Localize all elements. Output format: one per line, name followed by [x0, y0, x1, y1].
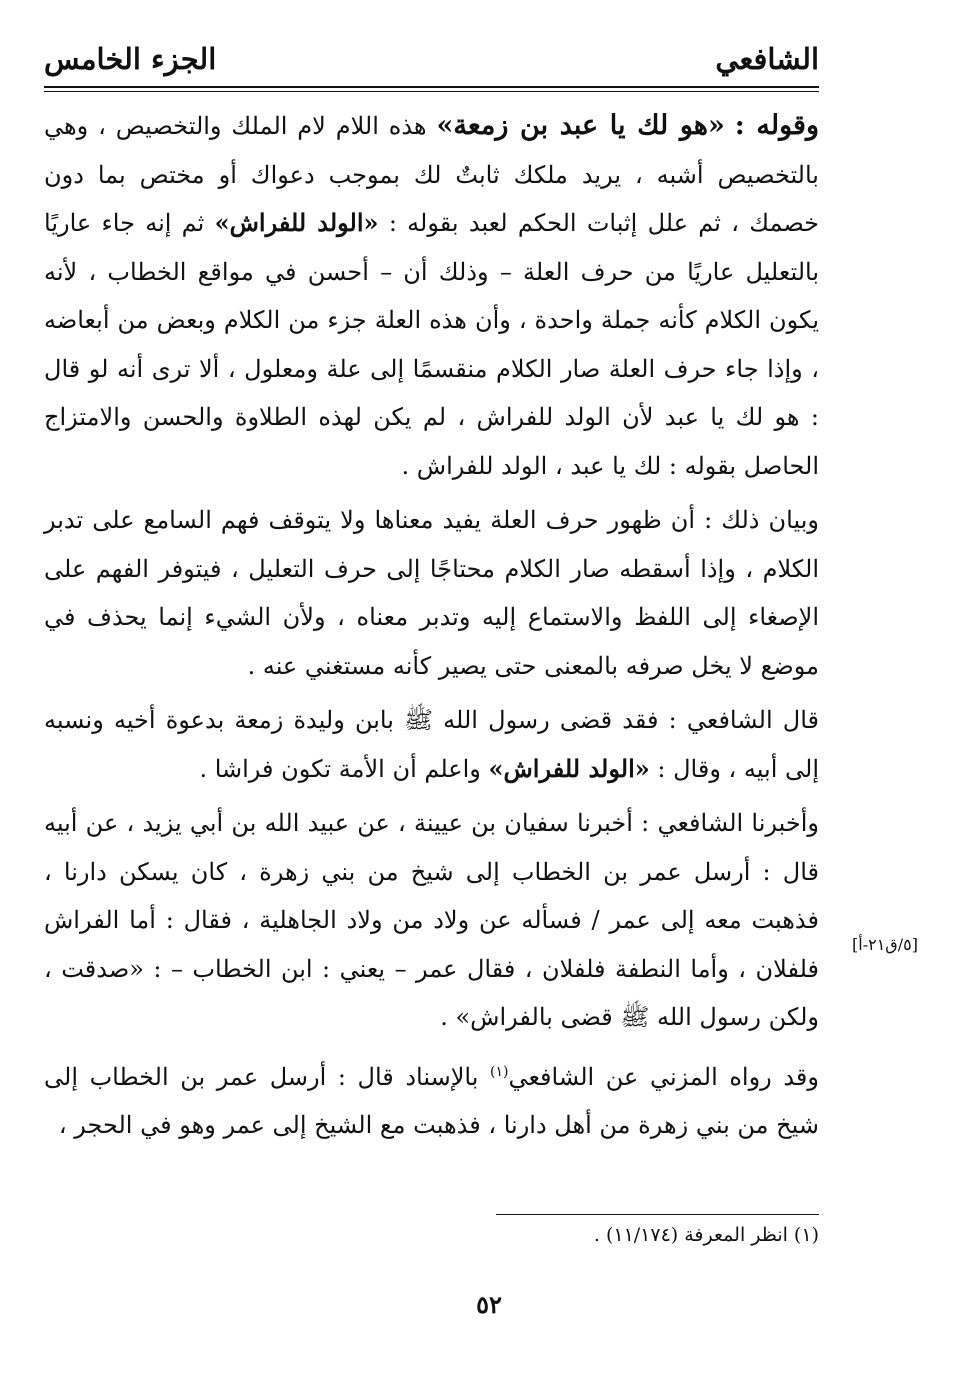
paragraph-text: بالإسناد قال : أرسل عمر بن الخطاب إلى شيخ من بني زهرة من أهل دارنا ، فذهبت مع الشيخ إلى عمر وهو في الحجر ،	[44, 1062, 819, 1139]
paragraph-1	[44, 102, 819, 490]
paragraph-text: واعلم أن الأمة تكون فراشا .	[199, 754, 481, 783]
footnote-rule	[496, 1214, 819, 1215]
paragraph-text: وأخبرنا الشافعي : أخبرنا سفيان بن عيينة ، عن عبيد الله بن أبي يزيد ، عن أبيه قال : أرسل عمر بن الخطاب إلى شيخ من بني زهرة ، كان يسكن دارنا ، فذهبت معه إلى عمر / فسأله عن ولاد من ولاد الجاهلية ، فقال : أما الفراش فلفلان ، وأما النطفة فلفلان ، فقال عمر – يعني : ابن الخطاب – : «صدقت ، ولكن رسول الله ﷺ قضى بالفراش» .	[44, 809, 819, 1031]
footnote-ref: (١)	[489, 1063, 509, 1080]
main-text	[44, 102, 819, 1150]
paragraph-4	[44, 799, 819, 1042]
paragraph-5	[44, 1048, 819, 1150]
volume-title: الجزء الخامس	[44, 42, 217, 76]
paragraph-lead: وقوله :	[734, 110, 819, 141]
footnote: (١) انظر المعرفة (١١/١٧٤) .	[593, 1224, 819, 1246]
paragraph-2	[44, 496, 819, 690]
book-title: الشافعي	[715, 42, 819, 76]
paragraph-text: هذه اللام لام الملك والتخصيص ، وهي بالتخصيص أشبه ، يريد ملكك ثابتٌ لك بموجب دعواك أو مختص بما دون خصمك ، ثم علل إثبات الحكم لعبد بقوله :	[44, 112, 820, 237]
paragraph-text: وبيان ذلك : أن ظهور حرف العلة يفيد معناها ولا يتوقف فهم السامع على تدبر الكلام ، وإذا أسقطه صار الكلام محتاجًا إلى حرف التعليل ، فيتوفر الفهم على الإصغاء إلى اللفظ والاستماع إليه وتدبر معناه ، ولأن الشيء إنما يحذف في موضع لا يخل صرفه بالمعنى حتى يصير كأنه مستغني عنه .	[44, 506, 820, 680]
header-rule	[44, 86, 819, 88]
paragraph-3	[44, 696, 819, 793]
hadith-quote: «الولد للفراش»	[214, 208, 379, 237]
hadith-quote: «الولد للفراش»	[488, 753, 650, 783]
header-rule-thin	[44, 91, 819, 92]
page-number: ٥٢	[476, 1290, 502, 1319]
paragraph-text: وقد رواه المزني عن الشافعي	[508, 1062, 819, 1091]
hadith-quote: «هو لك يا عبد بن زمعة»	[436, 110, 725, 141]
running-header	[44, 36, 819, 86]
paragraph-text: ثم إنه جاء عاريًا بالتعليل عاريًا من حرف العلة – وذلك أن – أحسن في مواقع الخطاب ، لأنه يكون الكلام كأنه جملة واحدة ، وأن هذه العلة جزء من الكلام وبعض من أبعاضه ، وإذا جاء حرف العلة صار الكلام منقسمًا إلى علة ومعلول ، ألا ترى أنه لو قال : هو لك يا عبد لأن الولد للفراش ، لم يكن لهذه الطلاوة والحسن والامتزاج الحاصل بقوله : لك يا عبد ، الولد للفراش .	[44, 209, 819, 480]
manuscript-folio-note: [٥/ق٢١-أ]	[852, 935, 918, 954]
paragraph-text: قال الشافعي : فقد قضى رسول الله ﷺ بابن وليدة زمعة بدعوة أخيه ونسبه إلى أبيه ، وقال :	[44, 706, 819, 783]
